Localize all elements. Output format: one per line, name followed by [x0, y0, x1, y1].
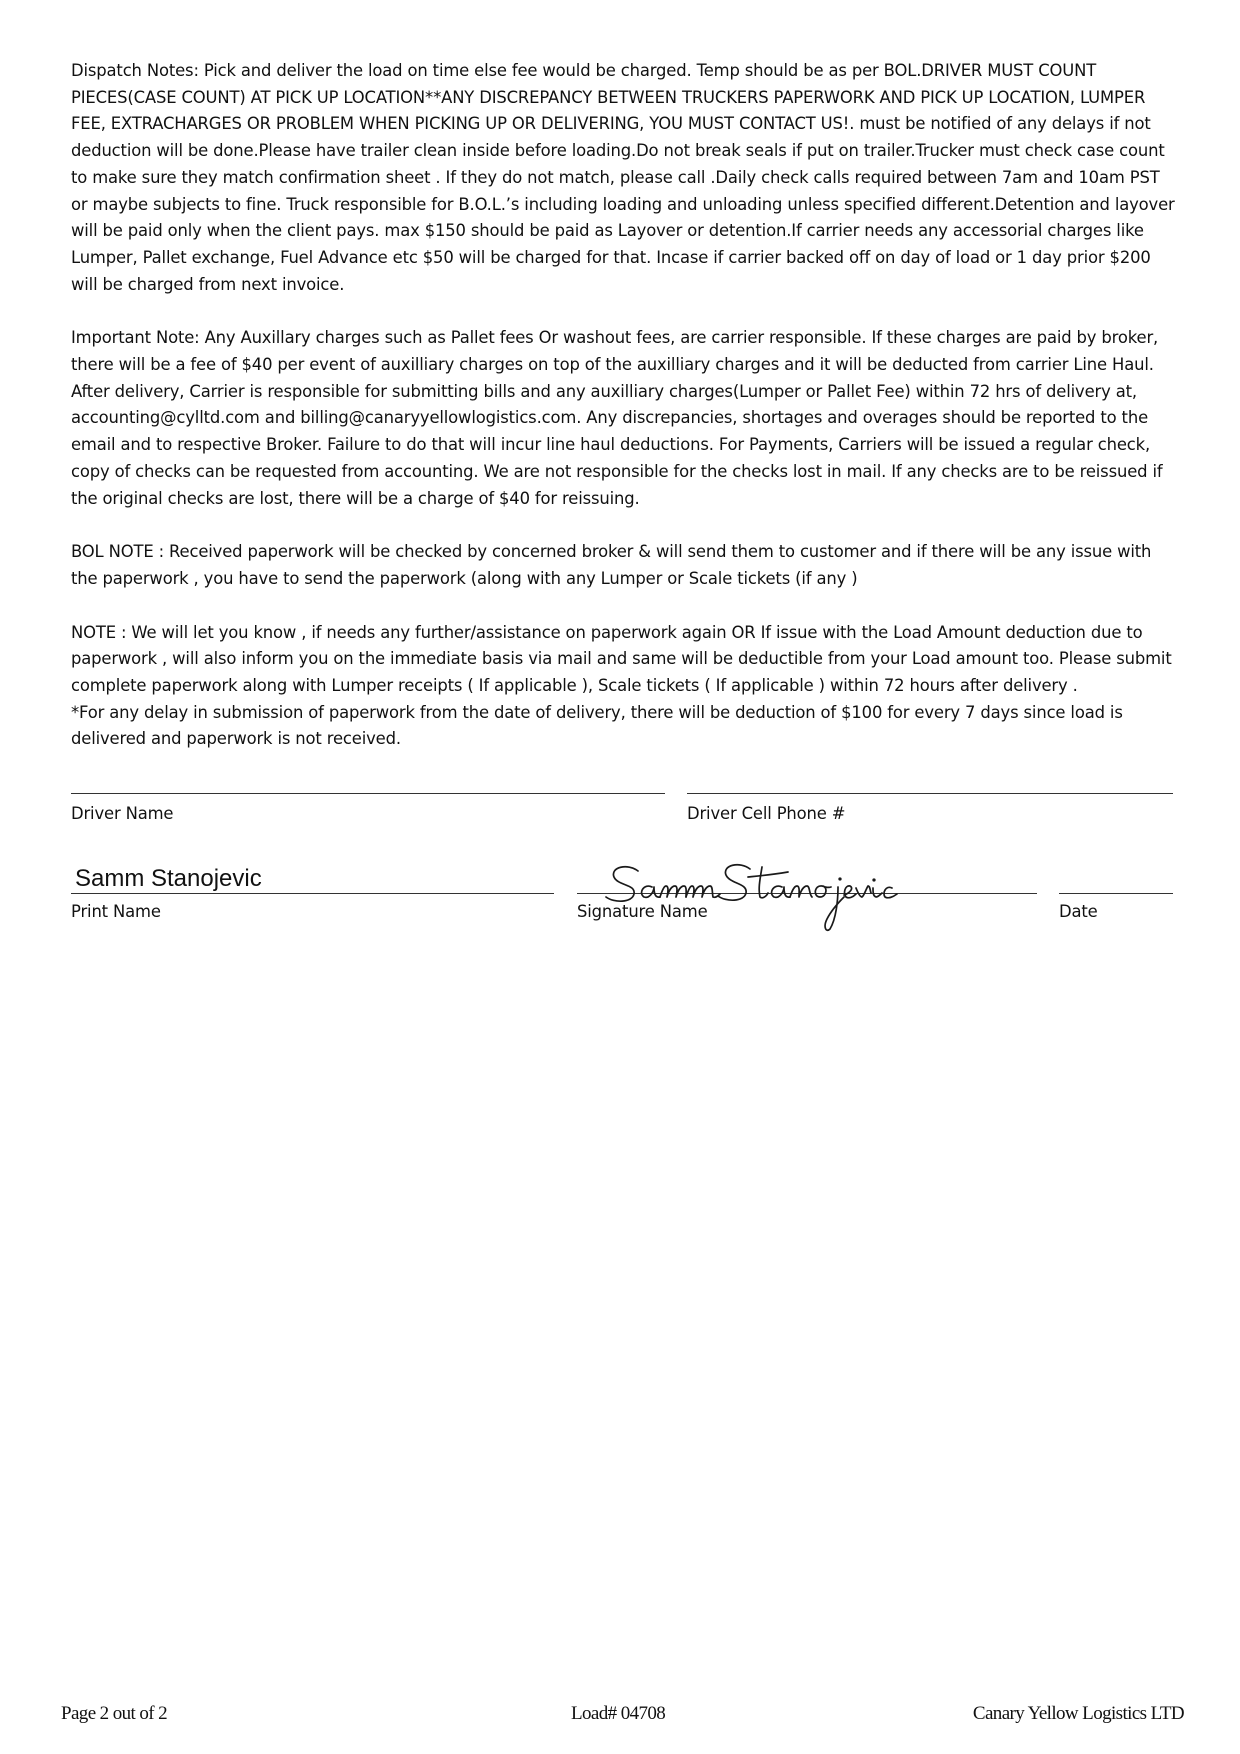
load-number: Load# 04708: [571, 1703, 666, 1724]
dispatch-notes-paragraph: [71, 58, 1181, 298]
driver-phone-line: [687, 793, 1173, 794]
dispatch-notes-text: Dispatch Notes: Pick and deliver the load on time else fee would be charged. Temp should be as per BOL.DRIVER MUST COUNT PIECES(CASE COUNT) AT PICK UP LOCATION**ANY DISCREPANCY BETWEEN TRUCKERS PAPERWORK AND PICK UP LOCATION, LUMPER FEE, EXTRACHARGES OR PROBLEM WHEN PICKING UP OR DELIVERING, YOU MUST CONTACT US!. must be notified of any delays if not deduction will be done.Please have trailer clean inside before loading.Do not break seals if put on trailer.Trucker must check case count to make sure they match confirmation sheet . If they do not match, please call .Daily check calls required between 7am and 10am PST or maybe subjects to fine. Truck responsible for B.O.L.’s including loading and unloading unless specified different.Detention and layover will be paid only when the client pays. max $150 should be paid as Layover or detention.If carrier needs any accessorial charges like Lumper, Pallet exchange, Fuel Advance etc $50 will be charged for that. Incase if carrier backed off on day of load or 1 day prior $200 will be charged from next invoice.: [71, 61, 1175, 294]
delay-deduction-text: *For any delay in submission of paperwork from the date of delivery, there will be deduction of $100 for every 7 days since load is delivered and paperwork is not received.: [71, 702, 1123, 749]
print-name-value: Samm Stanojevic: [75, 865, 262, 892]
driver-name-line: [71, 793, 665, 794]
paperwork-note-text: NOTE : We will let you know , if needs any further/assistance on paperwork again OR If issue with the Load Amount deduction due to paperwork , will also inform you on the immediate basis via mail and same will be deductible from your Load amount too. Please submit complete paperwork along with Lumper receipts ( If applicable ), Scale tickets ( If applicable ) within 72 hours after delivery .: [71, 622, 1172, 696]
driver-name-label: Driver Name: [71, 804, 174, 823]
signature-label: Signature Name: [577, 902, 708, 921]
paperwork-note-paragraph: [71, 620, 1181, 754]
page-number: Page 2 out of 2: [61, 1703, 168, 1724]
print-name-line: [71, 893, 554, 894]
handwritten-signature: [600, 857, 910, 937]
important-note-paragraph: [71, 325, 1181, 512]
bol-note-text: BOL NOTE : Received paperwork will be checked by concerned broker & will send them to customer and if there will be any issue with the paperwork , you have to send the paperwork (along with any Lumper or Scale tickets (if any ): [71, 542, 1152, 588]
bol-note-paragraph: [71, 539, 1181, 592]
print-name-label: Print Name: [71, 902, 161, 921]
date-line: [1059, 893, 1173, 894]
company-name: Canary Yellow Logistics LTD: [972, 1703, 1184, 1724]
terms-body: [71, 58, 1181, 780]
important-note-text: Important Note: Any Auxillary charges such as Pallet fees Or washout fees, are carrier responsible. If these charges are paid by broker, there will be a fee of $40 per event of auxilliary charges on top of the auxilliary charges and it will be deducted from carrier Line Haul. After delivery, Carrier is responsible for submitting bills and any auxilliary charges(Lumper or Pallet Fee) within 72 hrs of delivery at, accounting@cylltd.com and billing@canaryyellowlogistics.com. Any discrepancies, shortages and overages should be reported to the email and to respective Broker. Failure to do that will incur line haul deductions. For Payments, Carriers will be issued a regular check, copy of checks can be requested from accounting. We are not responsible for the checks lost in mail. If any checks are to be reissued if the original checks are lost, there will be a charge of $40 for reissuing.: [71, 328, 1163, 508]
date-label: Date: [1059, 902, 1098, 921]
driver-phone-label: Driver Cell Phone #: [687, 804, 846, 823]
